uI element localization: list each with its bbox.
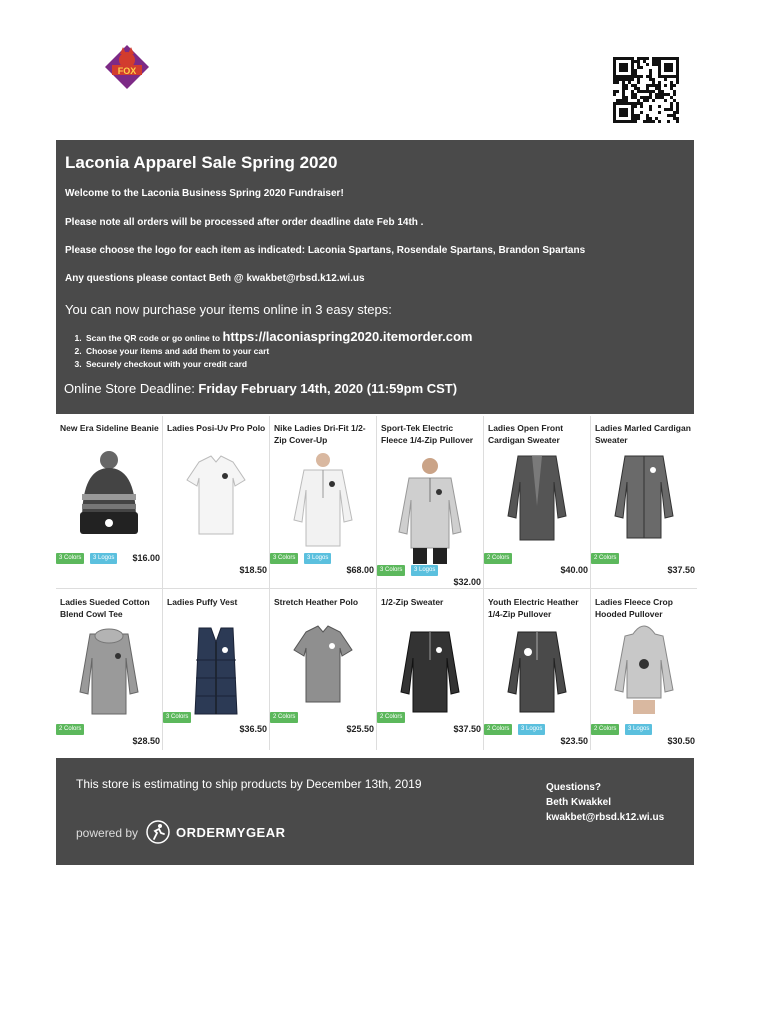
colors-badge: 3 Colors <box>270 553 298 564</box>
product-image[interactable] <box>395 456 465 571</box>
step-2: 2. Choose your items and add them to your cart <box>84 345 472 358</box>
step-1: 1. Scan the QR code or go online to https://laconiaspring2020.itemorder.com <box>84 330 472 345</box>
contact-email[interactable]: kwakbet@rbsd.k12.wi.us <box>546 812 665 823</box>
product-image[interactable] <box>288 450 358 555</box>
order-note: Please note all orders will be processed after order deadline date Feb 14th . <box>65 217 424 228</box>
product-name[interactable]: New Era Sideline Beanie <box>60 423 159 433</box>
colors-badge: 2 Colors <box>377 712 405 723</box>
product-price: $37.50 <box>453 724 481 734</box>
contact-text: Any questions please contact Beth @ kwakbet@rbsd.k12.wi.us <box>65 273 365 284</box>
product-image[interactable] <box>502 446 572 551</box>
product-name[interactable]: Youth Electric Heather 1/4-Zip Pullover <box>488 597 579 619</box>
column-divider <box>483 416 484 750</box>
logos-badge: 3 Logos <box>304 553 331 564</box>
logos-badge: 3 Logos <box>411 565 438 576</box>
product-price: $16.00 <box>132 553 160 563</box>
product-image[interactable] <box>288 620 358 715</box>
product-price: $37.50 <box>667 565 695 575</box>
product-name[interactable]: Ladies Posi-Uv Pro Polo <box>167 423 266 433</box>
column-divider <box>376 416 377 750</box>
product-price: $32.00 <box>453 577 481 587</box>
product-image[interactable] <box>609 446 679 551</box>
logo-text: FOX <box>117 66 137 76</box>
product-image[interactable] <box>609 620 679 725</box>
product-image[interactable] <box>502 620 572 725</box>
ordermygear-logo[interactable] <box>146 820 286 844</box>
row-divider <box>56 588 697 589</box>
questions-contact <box>546 780 664 825</box>
footer-banner <box>56 758 694 865</box>
logos-badge: 3 Logos <box>625 724 652 735</box>
colors-badge: 2 Colors <box>484 724 512 735</box>
questions-label: Questions? <box>546 782 602 793</box>
qr-code[interactable] <box>613 57 679 123</box>
steps-intro: You can now purchase your items online in 3 easy steps: <box>65 302 392 317</box>
product-name[interactable]: Ladies Fleece Crop Hooded Pullover <box>595 597 673 619</box>
product-name[interactable]: Ladies Marled Cardigan Sweater <box>595 423 691 445</box>
product-image[interactable] <box>395 620 465 725</box>
colors-badge: 2 Colors <box>270 712 298 723</box>
brand-name: ORDERMYGEAR <box>176 824 286 840</box>
runner-icon <box>146 820 170 844</box>
contact-name: Beth Kwakkel <box>546 797 612 808</box>
product-name[interactable]: Ladies Open Front Cardigan Sweater <box>488 423 564 445</box>
ship-estimate: This store is estimating to ship products by December 13th, 2019 <box>76 777 422 791</box>
colors-badge: 2 Colors <box>591 724 619 735</box>
product-price: $30.50 <box>667 736 695 746</box>
product-price: $23.50 <box>560 736 588 746</box>
colors-badge: 3 Colors <box>163 712 191 723</box>
product-card[interactable] <box>377 590 483 736</box>
logos-badge: 3 Logos <box>90 553 117 564</box>
product-card[interactable] <box>56 590 162 748</box>
column-divider <box>269 416 270 750</box>
powered-by-text: powered by <box>76 826 139 840</box>
deadline: Online Store Deadline: Friday February 14th, 2020 (11:59pm CST) <box>64 381 458 396</box>
colors-badge: 2 Colors <box>484 553 512 564</box>
product-card[interactable] <box>163 416 269 578</box>
product-image[interactable] <box>181 450 251 545</box>
logos-badge: 3 Logos <box>518 724 545 735</box>
product-card[interactable] <box>270 416 376 578</box>
product-name[interactable]: Ladies Puffy Vest <box>167 597 238 607</box>
product-name[interactable]: Stretch Heather Polo <box>274 597 359 607</box>
welcome-text: Welcome to the Laconia Business Spring 2020 Fundraiser! <box>65 188 344 199</box>
product-name[interactable]: Ladies Sueded Cotton Blend Cowl Tee <box>60 597 150 619</box>
product-price: $25.50 <box>346 724 374 734</box>
store-url-link[interactable]: https://laconiaspring2020.itemorder.com <box>222 329 473 344</box>
info-banner <box>56 140 694 414</box>
colors-badge: 2 Colors <box>591 553 619 564</box>
product-card[interactable] <box>591 416 697 578</box>
steps-list <box>66 330 472 371</box>
colors-badge: 3 Colors <box>377 565 405 576</box>
product-name[interactable]: Sport-Tek Electric Fleece 1/4-Zip Pullover <box>381 423 474 445</box>
product-card[interactable] <box>484 416 590 578</box>
column-divider <box>590 416 591 750</box>
page-title: Laconia Apparel Sale Spring 2020 <box>65 153 338 172</box>
product-price: $40.00 <box>560 565 588 575</box>
product-image[interactable] <box>181 620 251 725</box>
fox-logo <box>104 44 150 90</box>
product-price: $28.50 <box>132 736 160 746</box>
product-price: $36.50 <box>239 724 267 734</box>
product-card[interactable] <box>163 590 269 736</box>
product-card[interactable] <box>56 416 162 566</box>
product-image[interactable] <box>74 620 144 725</box>
colors-badge: 2 Colors <box>56 724 84 735</box>
product-name[interactable]: 1/2-Zip Sweater <box>381 597 444 607</box>
product-image[interactable] <box>74 450 144 545</box>
product-name[interactable]: Nike Ladies Dri-Fit 1/2-Zip Cover-Up <box>274 423 366 445</box>
product-card[interactable] <box>377 416 483 590</box>
logo-choice-text: Please choose the logo for each item as indicated: Laconia Spartans, Rosendale Spartans, Brandon Spartans <box>65 245 586 256</box>
colors-badge: 3 Colors <box>56 553 84 564</box>
product-card[interactable] <box>270 590 376 736</box>
product-price: $18.50 <box>239 565 267 575</box>
product-card[interactable] <box>591 590 697 748</box>
step-3: 3. Securely checkout with your credit card <box>84 358 472 371</box>
product-card[interactable] <box>484 590 590 748</box>
product-price: $68.00 <box>346 565 374 575</box>
column-divider <box>162 416 163 750</box>
